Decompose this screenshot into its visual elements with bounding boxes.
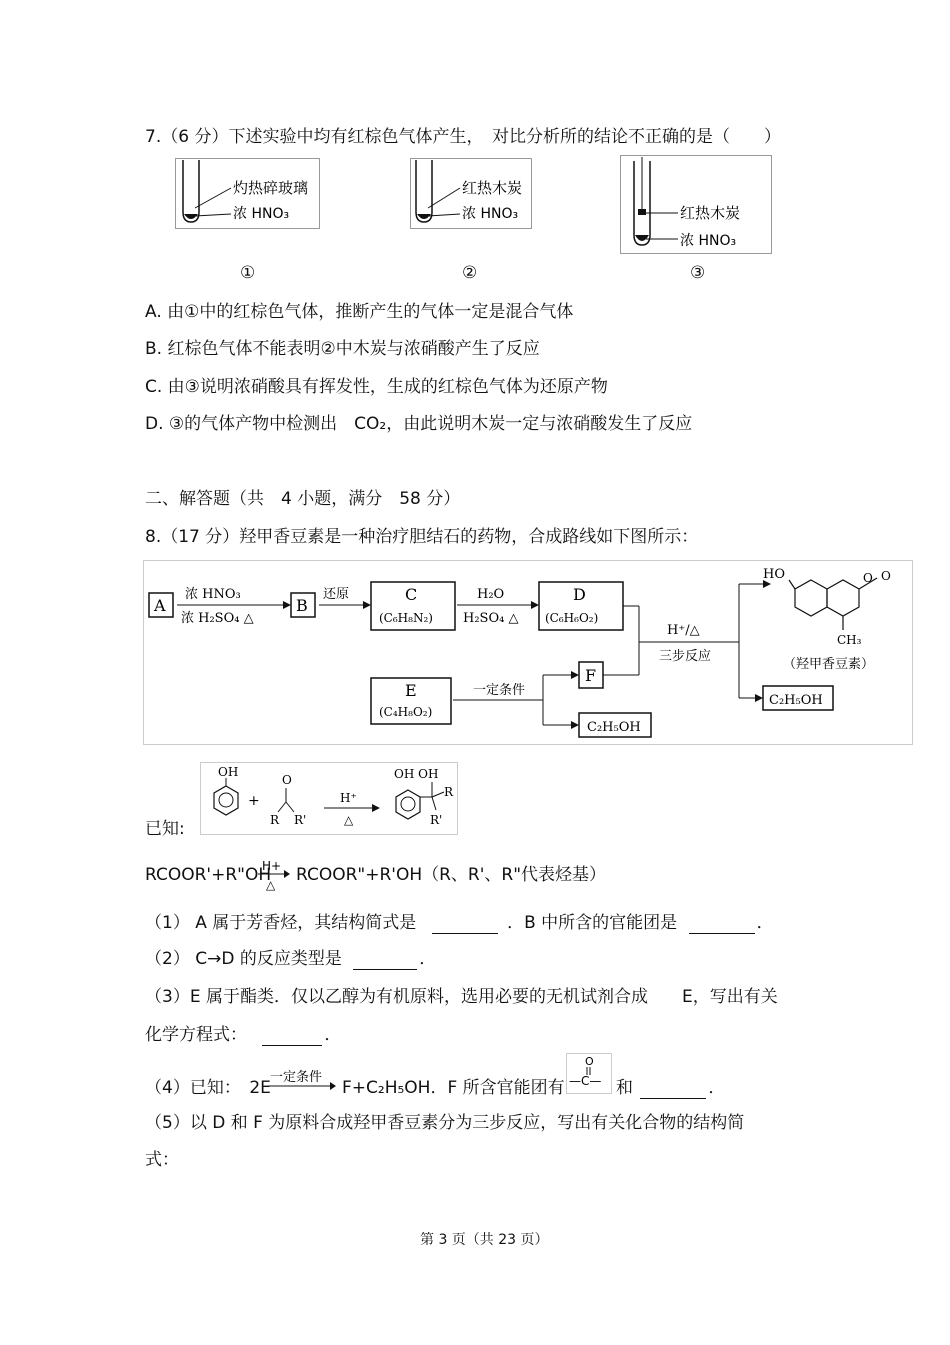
tube-2-top-label: 红热木炭 [462,179,523,197]
sub-1: （1） A 属于芳香烃，其结构简式是 ．B 中所含的官能团是 ． [145,913,774,933]
route-r3-bottom: H₂SO₄ △ [463,611,519,626]
sub-1-text: （1） A 属于芳香烃，其结构简式是 [145,913,417,933]
known2-left: RCOOR'+R"OH [145,865,272,885]
route-f: F [585,666,597,685]
route-product-o: O [863,571,873,585]
route-b: B [296,596,308,615]
sub-4-b: F+C₂H₅OH．F 所含官能团有 [342,1078,565,1098]
route-d-formula: (C₆H₆O₂) [545,611,599,625]
section-heading: 二、解答题（共 4 小题，满分 58 分） [145,489,461,509]
known2-bottom: △ [266,878,276,892]
tube-1-bottom-label: 浓 HNO₃ [233,206,290,222]
tube-1-number: ① [240,263,256,283]
sub-3-line2: 化学方程式： ． [145,1025,342,1045]
k1-cat-bottom: △ [344,813,354,827]
route-r1-bottom: 浓 H₂SO₄ △ [181,611,254,626]
route-r4-top: H⁺/△ [667,623,700,638]
known2-right: RCOOR"+R'OH（R、R'、R"代表烃基） [296,865,607,885]
sub-1-mid: ．B 中所含的官能团是 [507,913,678,933]
synthesis-route-diagram [143,560,913,746]
known2-top: H+ [262,859,282,873]
sub-2-text: （2） C→D 的反应类型是 [145,949,342,969]
k1-r3: R' [430,813,443,827]
sub-4-a: （4）已知： 2E [145,1078,271,1098]
carbonyl-o: O [585,1055,594,1068]
route-r1-top: 浓 HNO₃ [185,587,241,602]
route-ethanol-right: C₂H₅OH [769,693,823,708]
tube-2-figure [410,158,532,230]
known2-arrow [256,858,292,892]
q7-option-b: B. 红棕色气体不能表明②中木炭与浓硝酸产生了反应 [145,339,540,359]
route-product-ho: HO [763,567,785,582]
route-product-ch3: CH₃ [837,633,862,647]
tube-3-bottom-label: 浓 HNO₃ [680,233,737,249]
k1-r: R [270,813,280,827]
carbonyl-struct: —C— [569,1074,602,1088]
route-ethanol-bottom: C₂H₅OH [587,720,641,735]
route-c-formula: (C₆H₈N₂) [379,611,433,625]
tube-1-figure [175,158,320,230]
known-label: 已知: [145,819,185,839]
route-c: C [405,585,418,604]
carbonyl-structure [566,1053,612,1095]
q8-stem: 8.（17 分）羟甲香豆素是一种治疗胆结石的药物，合成路线如下图所示： [145,527,699,547]
sub-4-arrow [266,1068,338,1090]
q7-option-a: A. 由①中的红棕色气体，推断产生的气体一定是混合气体 [145,302,574,322]
q7-stem: 7.（6 分）下述实验中均有红棕色气体产生， 对比分析所的结论不正确的是（ ） [145,127,781,147]
answer-blank-2[interactable] [689,915,755,934]
k1-ohoh: OH OH [394,767,439,781]
sub-5-line2: 式： [145,1150,179,1170]
route-product-o2: O [881,569,891,583]
route-e: E [405,681,417,700]
tube-3-top-label: 红热木炭 [680,204,741,222]
route-product-name: （羟甲香豆素） [783,657,875,672]
route-e-formula: (C₄H₈O₂) [379,705,433,719]
route-a: A [154,596,166,615]
sub-4-and: 和 [616,1078,633,1098]
q7-option-c: C. 由③说明浓硝酸具有挥发性，生成的红棕色气体为还原产物 [145,377,608,397]
route-d: D [573,585,586,604]
sub-4-cond: 一定条件 [270,1070,323,1085]
tube-3-number: ③ [690,263,706,283]
tube-2-number: ② [462,263,478,283]
tube-1-top-label: 灼热碎玻璃 [233,179,309,197]
route-r2: 还原 [323,587,350,602]
tube-3-figure [620,155,772,255]
sub-2: （2） C→D 的反应类型是 ． [145,949,437,969]
route-r5: 一定条件 [473,683,526,698]
k1-cat-top: H⁺ [340,791,357,805]
sub-3-line1: （3）E 属于酯类．仅以乙醇为有机原料，选用必要的无机试剂合成 E，写出有关 [145,987,778,1007]
k1-r2: R [444,785,454,799]
k1-oh: OH [218,765,239,779]
sub-3-text: 化学方程式： [145,1025,247,1045]
answer-blank-4[interactable] [262,1027,322,1046]
answer-blank-1[interactable] [432,915,498,934]
route-r4-bottom: 三步反应 [659,649,712,664]
q7-option-d: D. ③的气体产物中检测出 CO₂，由此说明木炭一定与浓硝酸发生了反应 [145,414,693,434]
k1-o: O [282,773,292,787]
known-reaction-1 [200,762,458,836]
tube-2-bottom-label: 浓 HNO₃ [462,206,519,222]
k1-plus: + [248,793,260,809]
sub-4-c: 和 ． [616,1078,726,1098]
sub-5-line1: （5）以 D 和 F 为原料合成羟甲香豆素分为三步反应，写出有关化合物的结构简 [145,1113,745,1133]
k1-r1: R' [294,813,307,827]
answer-blank-3[interactable] [353,951,417,970]
answer-blank-5[interactable] [640,1080,706,1099]
page-footer: 第 3 页（共 23 页） [420,1232,549,1248]
route-r3-top: H₂O [477,587,505,602]
